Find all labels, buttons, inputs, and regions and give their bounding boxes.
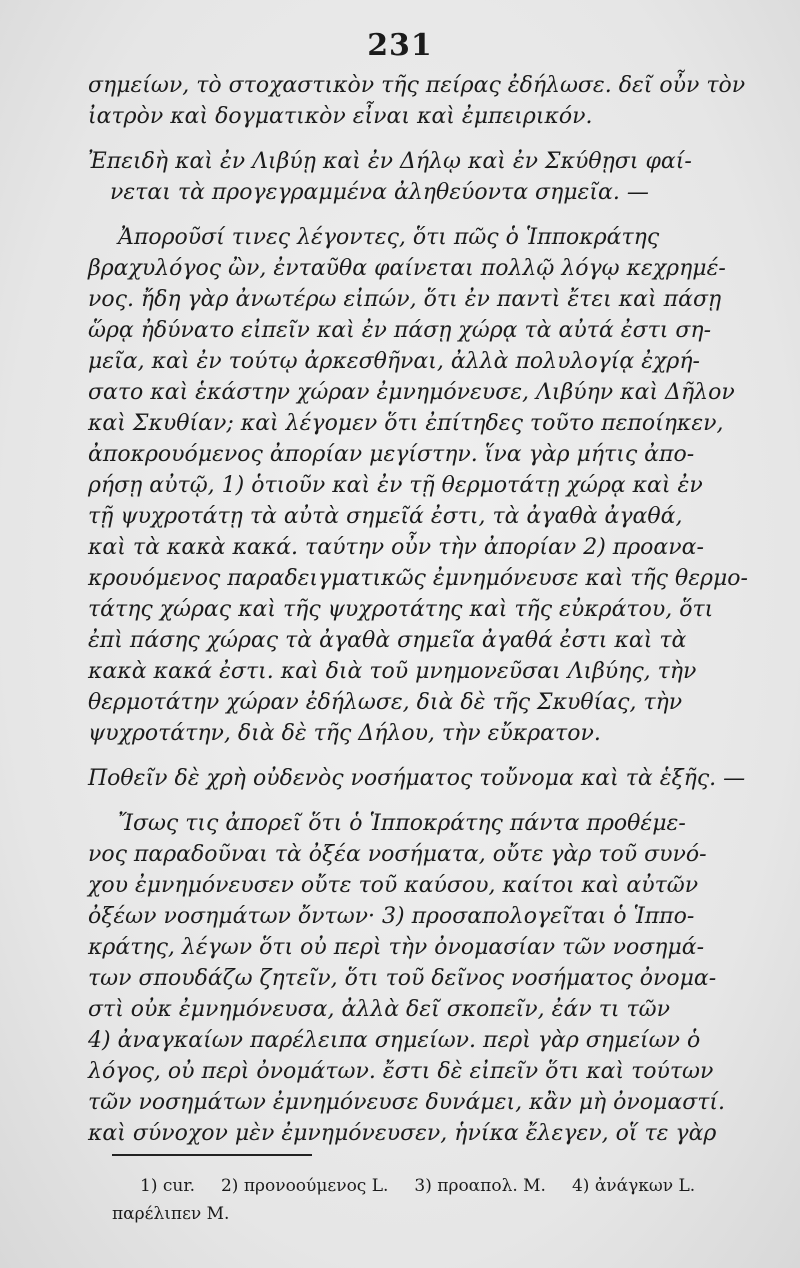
text-line: Ἐπειδὴ καὶ ἐν Λιβύῃ καὶ ἐν Δήλῳ καὶ ἐν Σκύθῃσι φαί-	[88, 149, 692, 174]
text-line: νεται τὰ προγεγραμμένα ἀληθεύοντα σημεῖα. —	[110, 180, 649, 205]
paragraph-gap	[88, 794, 768, 808]
text-line: καὶ Σκυθίαν; καὶ λέγομεν ὅτι ἐπίτηδες τοῦτο πεποίηκεν,	[88, 411, 724, 436]
footnote: 3) προαπολ. M.	[414, 1176, 546, 1196]
text-line: κράτης, λέγων ὅτι οὐ περὶ τὴν ὀνομασίαν τῶν νοσημά-	[88, 935, 705, 960]
text-line: νος. ἤδη γὰρ ἀνωτέρω εἰπών, ὅτι ἐν παντὶ ἔτει καὶ πάσῃ	[88, 287, 722, 312]
text-line: 4) ἀναγκαίων παρέλειπα σημείων. περὶ γὰρ σημείων ὁ	[88, 1028, 701, 1053]
text-line: στὶ οὐκ ἐμνημόνευσα, ἀλλὰ δεῖ σκοπεῖν, ἐάν τι τῶν	[88, 997, 670, 1022]
text-line: τάτης χώρας καὶ τῆς ψυχροτάτης καὶ τῆς εὐκράτου, ὅτι	[88, 597, 714, 622]
paragraph-gap	[88, 749, 768, 763]
footnote: 1) cur.	[140, 1176, 195, 1196]
footnote: 4) ἀνάγκων L.	[571, 1176, 696, 1196]
footnote-rule	[112, 1154, 312, 1156]
text-line: νος παραδοῦναι τὰ ὀξέα νοσήματα, οὔτε γὰρ τοῦ συνό-	[88, 842, 707, 867]
paragraph-gap	[88, 132, 768, 146]
paragraph	[88, 808, 768, 1149]
text-line: καὶ τὰ κακὰ κακά. ταύτην οὖν τὴν ἀπορίαν 2) προανα-	[88, 535, 704, 560]
text-line: μεῖα, καὶ ἐν τούτῳ ἀρκεσθῆναι, ἀλλὰ πολυλογίᾳ ἐχρή-	[88, 349, 700, 374]
paragraph	[88, 70, 768, 132]
text-line: ἀποκρουόμενος ἀπορίαν μεγίστην. ἵνα γὰρ μήτις ἀπο-	[88, 442, 695, 467]
footnotes	[112, 1172, 780, 1228]
text-line: Ποθεῖν δὲ χρὴ οὐδενὸς νοσήματος τοὔνομα καὶ τὰ ἑξῆς. —	[88, 766, 746, 791]
text-line: Ἀποροῦσί τινες λέγοντες, ὅτι πῶς ὁ Ἱπποκράτης	[118, 225, 660, 250]
page-body	[88, 70, 768, 1149]
text-line: θερμοτάτην χώραν ἐδήλωσε, διὰ δὲ τῆς Σκυθίας, τὴν	[88, 690, 683, 715]
text-line: σημείων, τὸ στοχαστικὸν τῆς πείρας ἐδήλωσε. δεῖ οὖν τὸν	[88, 73, 746, 98]
paragraph	[88, 763, 768, 794]
text-line: βραχυλόγος ὢν, ἐνταῦθα φαίνεται πολλῷ λόγῳ κεχρημέ-	[88, 256, 726, 281]
paragraph-gap	[88, 208, 768, 222]
text-line: ψυχροτάτην, διὰ δὲ τῆς Δήλου, τὴν εὔκρατον.	[88, 721, 601, 746]
text-line: ὀξέων νοσημάτων ὄντων· 3) προσαπολογεῖται ὁ Ἱππο-	[88, 904, 695, 929]
text-line: καὶ σύνοχον μὲν ἐμνημόνευσεν, ἡνίκα ἔλεγεν, οἵ τε γὰρ	[88, 1121, 717, 1146]
text-line: κρουόμενος παραδειγματικῶς ἐμνημόνευσε καὶ τῆς θερμο-	[88, 566, 748, 591]
text-line: των σπουδάζω ζητεῖν, ὅτι τοῦ δεῖνος νοσήματος ὀνομα-	[88, 966, 717, 991]
text-line: κακὰ κακά ἐστι. καὶ διὰ τοῦ μνημονεῦσαι Λιβύης, τὴν	[88, 659, 697, 684]
text-line: ρήσῃ αὐτῷ, 1) ὁτιοῦν καὶ ἐν τῇ θερμοτάτῃ χώρᾳ καὶ ἐν	[88, 473, 703, 498]
text-line: χου ἐμνημόνευσεν οὔτε τοῦ καύσου, καίτοι καὶ αὐτῶν	[88, 873, 699, 898]
footnote: παρέλιπεν M.	[112, 1204, 230, 1224]
text-line: ἰατρὸν καὶ δογματικὸν εἶναι καὶ ἐμπειρικόν.	[88, 104, 593, 129]
footnote-line	[112, 1200, 780, 1228]
paragraph	[88, 222, 768, 749]
text-line: σατο καὶ ἑκάστην χώραν ἐμνημόνευσε, Λιβύην καὶ Δῆλον	[88, 380, 735, 405]
text-line: τῇ ψυχροτάτῃ τὰ αὐτὰ σημεῖά ἐστι, τὰ ἀγαθὰ ἀγαθά,	[88, 504, 683, 529]
text-line: τῶν νοσημάτων ἐμνημόνευσε δυνάμει, κἂν μὴ ὀνομαστί.	[88, 1090, 726, 1115]
footnote: 2) προνοούμενος L.	[220, 1176, 389, 1196]
text-line: Ἴσως τις ἀπορεῖ ὅτι ὁ Ἱπποκράτης πάντα προθέμε-	[118, 811, 686, 836]
paragraph	[88, 146, 768, 208]
footnote-line	[140, 1172, 780, 1200]
text-line: ὥρᾳ ἠδύνατο εἰπεῖν καὶ ἐν πάσῃ χώρᾳ τὰ αὐτά ἐστι ση-	[88, 318, 712, 343]
text-line: ἐπὶ πάσης χώρας τὰ ἀγαθὰ σημεῖα ἀγαθά ἐστι καὶ τὰ	[88, 628, 687, 653]
text-line: λόγος, οὐ περὶ ὀνομάτων. ἔστι δὲ εἰπεῖν ὅτι καὶ τούτων	[88, 1059, 714, 1084]
page-number: 231	[367, 28, 433, 63]
